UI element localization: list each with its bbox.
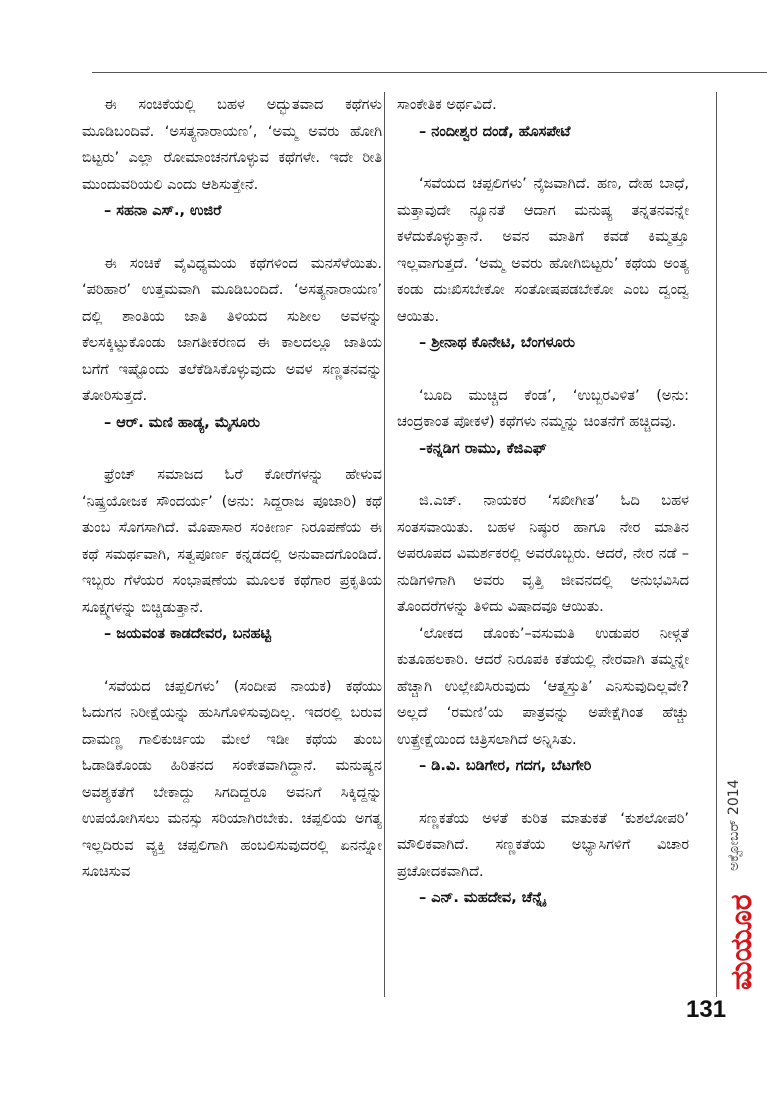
letter-text: ‘ಬೂದಿ ಮುಚ್ಚಿದ ಕೆಂಡ’, ‘ಉಬ್ಬರವಿಳಿತ’ (ಅನು: ಚಂದ್ರಕಾಂತ ಪೋಕಳೆ) ಕಥೆಗಳು ನಮ್ಮನ್ನು ಚಿಂತನೆಗೆ ಹಚ್ಚಿದವು. — [397, 387, 689, 430]
letter-1 — [82, 92, 382, 225]
letter-6 — [397, 383, 689, 463]
top-rule — [92, 72, 767, 73]
letter-signature: – ಆರ್. ಮಣಿ ಹಾಡ್ಯ, ಮೈಸೂರು — [104, 414, 260, 431]
letter-text: ‘ಲೋಕದ ಡೊಂಕು’–ವಸುಮತಿ ಉಡುಪರ ನೀಳ್ಗತೆ ಕುತೂಹಲಕಾರಿ. ಆದರೆ ನಿರೂಪಕಿ ಕತೆಯಲ್ಲಿ ನೇರವಾಗಿ ತಮ್ಮನ್ನೇ ಹೆಚ್ಚಾಗಿ ಉಲ್ಲೇಖಿಸಿರುವುದು ‘ಆತ್ಮಸ್ತುತಿ’ ಎನಿಸುವುದಿಲ್ಲವೇ? ಅಲ್ಲದೆ ‘ರಮಣಿ’ಯ ಪಾತ್ರವನ್ನು ಅಪೇಕ್ಷೆಗಿಂತ ಹೆಚ್ಚು ಉತ್ಪ್ರೇಕ್ಷೆಯಿಂದ ಚಿತ್ರಿಸಲಾಗಿದೆ ಅನ್ನಿಸಿತು. — [397, 625, 689, 748]
letter-text: ಜಿ.ಎಚ್. ನಾಯಕರ ‘ಸಖೀಗೀತ’ ಓದಿ ಬಹಳ ಸಂತಸವಾಯಿತು. ಬಹಳ ನಿಷ್ಠುರ ಹಾಗೂ ನೇರ ಮಾತಿನ ಅಪರೂಪದ ವಿಮರ್ಶಕರಲ್ಲಿ ಅವರೊಬ್ಬರು. ಆದರೆ, ನೇರ ನಡೆ – ನುಡಿಗಳಿಗಾಗಿ ಅವರು ವೃತ್ತಿ ಜೀವನದಲ್ಲಿ ಅನುಭವಿಸಿದ ತೊಂದರೆಗಳನ್ನು ತಿಳಿದು ವಿಷಾದವೂ ಆಯಿತು. — [397, 493, 689, 615]
left-column — [82, 92, 382, 912]
letter-signature: – ನಂದೀಶ್ವರ ದಂಡೆ, ಹೊಸಪೇಟೆ — [419, 123, 571, 140]
column-divider — [384, 92, 385, 997]
margin-rule — [716, 92, 717, 997]
letter-3 — [82, 462, 382, 648]
letter-signature: – ಶ್ರೀನಾಥ ಕೊನೇಟಿ, ಬೆಂಗಳೂರು — [419, 335, 576, 351]
right-column — [397, 92, 689, 938]
letter-text: ಸಣ್ಣಕತೆಯ ಅಳತೆ ಕುರಿತ ಮಾತುಕತೆ ‘ಕುಶಲೋಪರಿ’ ಮೌಲಿಕವಾಗಿದೆ. ಸಣ್ಣಕತೆಯ ಅಭ್ಯಾಸಿಗಳಿಗೆ ವಿಚಾರ ಪ್ರಚೋದಕವಾಗಿದೆ. — [397, 810, 689, 880]
magazine-masthead: ಮಯೂರ — [724, 894, 759, 990]
letter-4 — [82, 674, 382, 886]
letter-8 — [397, 806, 689, 912]
letter-text: ‘ಸವೆಯದ ಚಪ್ಪಲಿಗಳು’ (ಸಂದೀಪ ನಾಯಕ) ಕಥೆಯು ಓದುಗನ ನಿರೀಕ್ಷೆಯನ್ನು ಹುಸಿಗೊಳಿಸುವುದಿಲ್ಲ. ಇದರಲ್ಲಿ ಬರುವ ದಾಮಣ್ಣ ಗಾಲಿಕುರ್ಚಿಯ ಮೇಲೆ ಇಡೀ ಕಥೆಯ ತುಂಬ ಓಡಾಡಿಕೊಂಡು ಹಿರಿತನದ ಸಂಕೇತವಾಗಿದ್ದಾನೆ. ಮನುಷ್ಯನ ಅವಶ್ಯಕತೆಗೆ ಬೇಕಾದ್ದು ಸಿಗದಿದ್ದರೂ ಅವನಿಗೆ ಸಿಕ್ಕಿದ್ದನ್ನು ಉಪಯೋಗಿಸಲು ಮನಸ್ಸು ಸರಿಯಾಗಿರಬೇಕು. ಚಪ್ಪಲಿಯ ಅಗತ್ಯ ಇಲ್ಲದಿರುವ ವ್ಯಕ್ತಿ ಚಪ್ಪಲಿಗಾಗಿ ಹಂಬಲಿಸುವುದರಲ್ಲಿ ಏನನ್ನೋ ಸೂಚಿಸುವ — [82, 678, 382, 880]
letter-7 — [397, 488, 689, 780]
issue-date: ಅಕ್ಟೋಬರ್ 2014 — [726, 779, 742, 871]
letter-signature: – ಜಯವಂತ ಕಾಡದೇವರ, ಬನಹಟ್ಟಿ — [104, 626, 272, 642]
letter-5 — [397, 171, 689, 357]
letter-4-continued — [397, 92, 689, 145]
letter-signature: – ಸಹನಾ ಎಸ್., ಉಜಿರೆ — [104, 203, 222, 219]
page-number: 131 — [686, 996, 727, 1023]
letter-2 — [82, 251, 382, 437]
letter-text: ಫ್ರೆಂಚ್ ಸಮಾಜದ ಓರೆ ಕೋರೆಗಳನ್ನು ಹೇಳುವ ‘ನಿಷ್ಪ್ರಯೋಜಕ ಸೌಂದರ್ಯ’ (ಅನು: ಸಿದ್ದರಾಜ ಪೂಜಾರಿ) ಕಥೆ ತುಂಬ ಸೊಗಸಾಗಿದೆ. ಮೊಪಾಸಾರ ಸಂಕೀರ್ಣ ನಿರೂಪಣೆಯ ಈ ಕಥೆ ಸಮರ್ಥವಾಗಿ, ಸತ್ವಪೂರ್ಣ ಕನ್ನಡದಲ್ಲಿ ಅನುವಾದಗೊಂಡಿದೆ. ಇಬ್ಬರು ಗೆಳೆಯರ ಸಂಭಾಷಣೆಯ ಮೂಲಕ ಕಥೆಗಾರ ಪ್ರಕೃತಿಯ ಸೂಕ್ಷ್ಮಗಳನ್ನು ಬಿಚ್ಚಿಡುತ್ತಾನೆ. — [82, 467, 382, 616]
letter-text: ಈ ಸಂಚಿಕೆ ವೈವಿಧ್ಯಮಯ ಕಥೆಗಳಿಂದ ಮನಸೆಳೆಯಿತು. ‘ಪರಿಹಾರ’ ಉತ್ತಮವಾಗಿ ಮೂಡಿಬಂದಿದೆ. ‘ಅಸತ್ಯನಾರಾಯಣ’ ದಲ್ಲಿ ಶಾಂತಿಯ ಜಾತಿ ತಿಳಿಯದ ಸುಶೀಲ ಅವಳನ್ನು ಕೆಲಸಕ್ಕಿಟ್ಟುಕೊಂಡು ಜಾಗತೀಕರಣದ ಈ ಕಾಲದಲ್ಲೂ ಜಾತಿಯ ಬಗೆಗೆ ಇಷ್ಟೊಂದು ತಲೆಕೆಡಿಸಿಕೊಳ್ಳುವುದು ಅವಳ ಸಣ್ಣತನವನ್ನು ತೋರಿಸುತ್ತದೆ. — [82, 255, 382, 404]
letter-text: ಸಾಂಕೇತಿಕ ಅರ್ಥವಿದೆ. — [397, 97, 497, 113]
letter-signature: – ಎನ್. ಮಹದೇವ, ಚೆನ್ನೈ — [419, 890, 546, 906]
letter-text: ‘ಸವೆಯದ ಚಪ್ಪಲಿಗಳು’ ನೈಜವಾಗಿದೆ. ಹಣ, ದೇಹ ಬಾಧೆ, ಮತ್ತಾವುದೇ ನ್ಯೂನತೆ ಆದಾಗ ಮನುಷ್ಯ ತನ್ನತನವನ್ನೇ ಕಳೆದುಕೊಳ್ಳುತ್ತಾನೆ. ಅವನ ಮಾತಿಗೆ ಕವಡೆ ಕಿಮ್ಮತ್ತೂ ಇಲ್ಲವಾಗುತ್ತದೆ. ‘ಅಮ್ಮ ಅವರು ಹೋಗಿಬಿಟ್ಟರು’ ಕಥೆಯ ಅಂತ್ಯ ಕಂಡು ದುಃಖಿಸಬೇಕೋ ಸಂತೋಷಪಡಬೇಕೋ ಎಂಬ ದ್ವಂದ್ವ ಆಯಿತು. — [397, 176, 689, 325]
letter-text: ಈ ಸಂಚಿಕೆಯಲ್ಲಿ ಬಹಳ ಅದ್ಭುತವಾದ ಕಥೆಗಳು ಮೂಡಿಬಂದಿವೆ. ‘ಅಸತ್ಯನಾರಾಯಣ’, ‘ಅಮ್ಮ ಅವರು ಹೋಗಿ ಬಿಟ್ಟರು’ ಎಲ್ಲಾ ರೋಮಾಂಚನಗೊಳ್ಳುವ ಕಥೆಗಳೇ. ಇದೇ ರೀತಿ ಮುಂದುವರಿಯಲಿ ಎಂದು ಆಶಿಸುತ್ತೇನೆ. — [82, 97, 382, 193]
letter-signature: – ಡಿ.ವಿ. ಬಡಿಗೇರ, ಗದಗ, ಬೆಟಗೇರಿ — [419, 758, 592, 774]
letter-signature: –ಕನ್ನಡಿಗ ರಾಮು, ಕೆಜಿಎಫ್ — [419, 440, 547, 457]
